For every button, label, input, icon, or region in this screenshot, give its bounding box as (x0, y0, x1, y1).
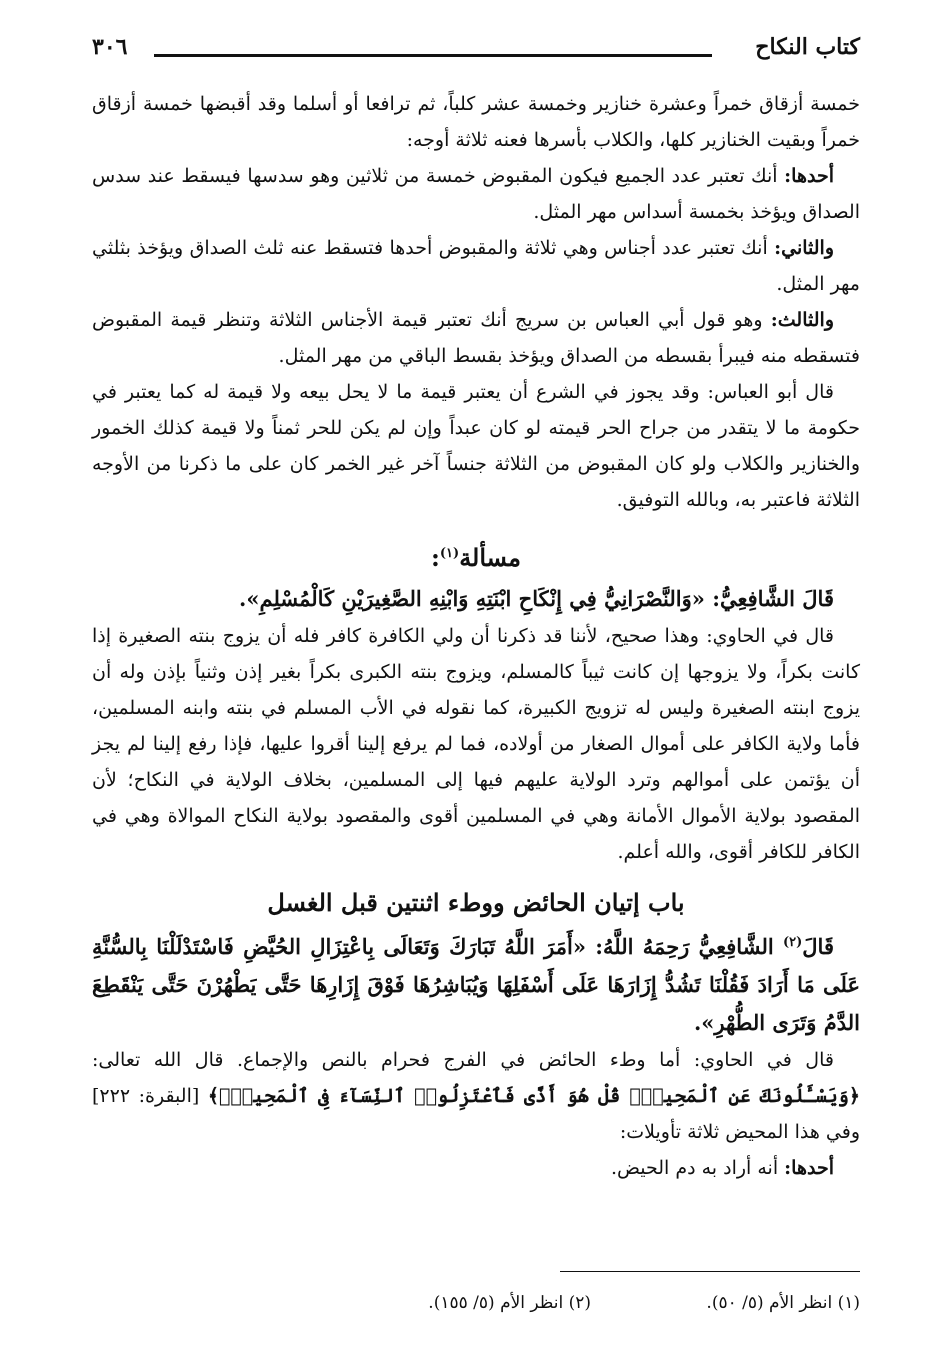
paragraph-hawi: قال في الحاوي: وهذا صحيح، لأننا قد ذكرنا أن ولي الكافرة كافر فله أن يزوج بنته الصغيرة إذا كانت بكراً، ولا يزوجها إن كانت ثيباً كالمسلم، ويزوج بنته الكبرى بكراً بغير إذن وثنياً بإذن وله أن يزوج ابنته الصغيرة وليس له تزويج الكبيرة، كما نقوله في الأب المسلم في بنته وابنه المسلمين، فأما ولاية الكافر على أموال الصغار من أولاده، فما لم يرفع إلينا أقروا عليها، فإذا رفع إلينا لم يجز أن يؤتمن على أموالهم وترد الولاية عليهم فيها إلى المسلمين، بخلاف الولاية في النكاح؛ لأن المقصود بولاية الأموال الأمانة وهي في المسلمين أقوى والمقصود بولاية النكاح الموالاة وهي في الكافر للكافر أقوى، والله أعلم. (92, 625, 860, 863)
quote-text: الشَّافِعِيُّ رَحِمَهُ اللَّهُ: «أَمَرَ اللَّهُ تَبَارَكَ وَتَعَالَى بِاعْتِزَالِ الحُيَّضِ فَاسْتَدْلَلْنَا بِالسُّنَّةِ عَلَى مَا أَرَادَ فَقُلْنَا تَشُدُّ إِزَارَهَا عَلَى أَسْفَلِهَا وَيُبَاشِرُهَا فَوْقَ إِزَارِهَا حَتَّى يَطْهُرْنَ حَتَّى يَنْقَطِعَ الدَّمُ وَتَرَى الطُّهْرِ». (92, 934, 860, 1035)
chapter-title: كتاب النكاح (755, 34, 860, 60)
paragraph-text: أنه أراد به دم الحيض. (610, 1157, 785, 1179)
footnote-rule (560, 1271, 860, 1272)
lead-word: أحدها: (784, 1157, 834, 1179)
header-rule (154, 54, 712, 57)
page-number: ٣٠٦ (92, 34, 128, 60)
footnotes (92, 1290, 860, 1316)
quote-pre: قَالَ (802, 934, 834, 959)
paragraph-text: وهو قول أبي العباس بن سريج أنك تعتبر قيمة الأجناس الثلاثة وتنظر قيمة المقبوض فتسقطه منه فيبرأ بقسطه من الصداق ويؤخذ بقسط الباقي من مهر المثل. (92, 309, 860, 367)
paragraph-text: أنك تعتبر عدد الجميع فيكون المقبوض خمسة من ثلاثين وهو سدسها فيسقط عند سدس الصداق ويؤخذ بخمسة أسداس مهر المثل. (92, 165, 860, 223)
footnote-1: (١) انظر الأم (٥/ ٥٠). (706, 1293, 860, 1313)
footnote-2: (٢) انظر الأم (٥/ ١٥٥). (428, 1293, 592, 1313)
lead-word: أحدها: (784, 165, 834, 187)
shafii-quote: قَالَ الشَّافِعِيُّ: «وَالنَّصْرَانِيُّ فِي إِنْكَاحِ ابْنَتِهِ وَابْنِهِ الصَّغِيرَيْنِ كَالْمُسْلِمِ». (239, 586, 834, 611)
bab-heading: باب إتيان الحائض ووطء اثنتين قبل الغسل (267, 888, 685, 917)
footnote-marker: (٢) (783, 935, 803, 950)
page-header (92, 34, 860, 70)
paragraph-wajh-1 (92, 158, 860, 230)
paragraph-hawi-2 (92, 1042, 860, 1150)
paragraph-wajh-2 (92, 230, 860, 302)
paragraph-tawil-1 (92, 1150, 860, 1186)
lead-word: والثاني: (774, 237, 834, 259)
paragraph-abu-abbas: قال أبو العباس: وقد يجوز في الشرع أن يعتبر قيمة ما لا يحل بيعه ولا قيمة له كما يعتبر في حكومة ما لا يتقدر من جراح الحر قيمته لو كان عبداً وإن لم يكن للحر ثمناً ولا قيمة كذلك الخمور والخنازير والكلاب ولو كان المقبوض من الثلاثة جنساً آخر غير الخمر كان على ما ذكرنا من الأوجه الثلاثة فاعتبر به، وبالله التوفيق. (92, 381, 860, 511)
quran-verse: ﴿وَيَسْـَٔلُونَكَ عَنِ ٱلْمَحِيضِۖ قُلْ هُوَ أَذًى فَٱعْتَزِلُوا۟ ٱلنِّسَآءَ فِى ٱلْمَحِيضِۖ﴾ (207, 1085, 860, 1107)
masala-heading (92, 536, 860, 576)
paragraph-text: أنك تعتبر عدد أجناس وهي ثلاثة والمقبوض أحدها فتسقط عنه ثلث الصداق ويؤخذ بثلثي مهر المثل. (92, 237, 860, 295)
paragraph-text: [البقرة: ٢٢٢] وفي هذا المحيض ثلاثة تأويلات: (92, 1085, 860, 1143)
footnote-marker: (١) (439, 546, 460, 561)
page-body (92, 86, 860, 1186)
masala-title: مسألة (459, 543, 521, 572)
paragraph-text: قال في الحاوي: أما وطء الحائض في الفرج فحرام بالنص والإجماع. قال الله تعالى: (92, 1049, 834, 1071)
paragraph: خمسة أزقاق خمراً وعشرة خنازير وخمسة عشر كلباً، ثم ترافعا أو أسلما وقد أقبضها خمسة أزقاق خمراً وبقيت الخنازير كلها، والكلاب بأسرها فعنه ثلاثة أوجه: (92, 93, 860, 151)
paragraph-wajh-3 (92, 302, 860, 374)
shafii-quote-2 (92, 924, 860, 1042)
masala-colon: : (431, 543, 440, 572)
lead-word: والثالث: (770, 309, 834, 331)
